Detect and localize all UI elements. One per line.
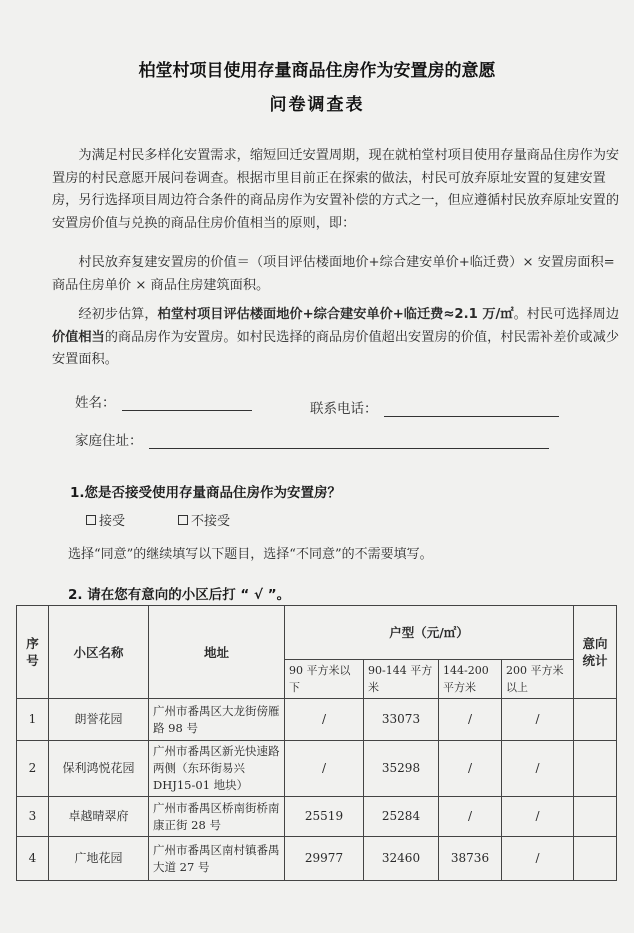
row-price-under-90: / xyxy=(285,741,364,797)
row-name: 朗誉花园 xyxy=(49,699,149,741)
table-row xyxy=(17,797,617,837)
address-input-line[interactable] xyxy=(149,434,549,449)
document-title: 柏堂村项目使用存量商品住房作为安置房的意愿 xyxy=(138,61,496,81)
row-price-144-200: / xyxy=(439,797,502,837)
accept-checkbox[interactable] xyxy=(86,515,96,525)
row-address: 广州市番禺区新光快速路两侧（东环街易兴 DHJ15-01 地块） xyxy=(149,741,285,797)
address-label: 家庭住址： xyxy=(75,433,143,449)
table-row xyxy=(17,837,617,881)
estimate-bold: 柏堂村项目评估楼面地价+综合建安单价+临迁费≈2.1 万/㎡ xyxy=(157,307,514,322)
row-price-90-144: 25284 xyxy=(364,797,439,837)
name-label: 姓名： xyxy=(75,395,116,411)
header-seq: 序号 xyxy=(17,606,49,699)
address-field[interactable] xyxy=(75,429,549,449)
table-row xyxy=(17,699,617,741)
accept-label: 接受 xyxy=(99,514,126,529)
row-price-90-144: 32460 xyxy=(364,837,439,881)
estimate-mid: 。村民可选择周边 xyxy=(513,307,620,322)
header-address: 地址 xyxy=(149,606,285,699)
row-price-144-200: / xyxy=(439,741,502,797)
row-seq: 3 xyxy=(17,797,49,837)
row-price-under-90: / xyxy=(285,699,364,741)
header-house-type: 户型（元/㎡） xyxy=(285,606,574,660)
row-price-under-90: 25519 xyxy=(285,797,364,837)
option-accept[interactable] xyxy=(86,510,125,529)
phone-field[interactable] xyxy=(310,397,559,417)
header-name: 小区名称 xyxy=(49,606,149,699)
intro-paragraph: 为满足村民多样化安置需求，缩短回迁安置周期，现在就柏堂村项目使用存量商品住房作为安置房的村民意愿开展问卷调查。根据市里目前正在探索的做法，村民可放弃原址安置的复建安置房，另行选择项目周边符合条件的商品房作为安置补偿的方式之一，但应遵循村民放弃原址安置的安置房价值与兑换的商品住房价值相当的原则，即： xyxy=(52,148,620,231)
subheader-90-144: 90-144 平方米 xyxy=(364,660,439,699)
row-intent-cell[interactable] xyxy=(574,797,617,837)
question-2: 2. 请在您有意向的小区后打 “ √ ”。 xyxy=(68,587,291,603)
row-price-over-200: / xyxy=(502,741,574,797)
subheader-over-200: 200 平方米以上 xyxy=(502,660,574,699)
name-input-line[interactable] xyxy=(122,396,252,411)
subheader-under-90: 90 平方米以下 xyxy=(285,660,364,699)
question-1: 1.您是否接受使用存量商品住房作为安置房？ xyxy=(70,485,342,501)
formula-paragraph: 村民放弃复建安置房的价值＝（项目评估楼面地价+综合建安单价+临迁费）× 安置房面积=商品住房单价 × 商品住房建筑面积。 xyxy=(52,255,615,293)
row-intent-cell[interactable] xyxy=(574,837,617,881)
estimate-suffix: 的商品房作为安置房。如村民选择的商品房价值超出安置房的价值，村民需补差价或减少安置面积。 xyxy=(52,329,620,367)
row-price-90-144: 33073 xyxy=(364,699,439,741)
row-price-under-90: 29977 xyxy=(285,837,364,881)
reject-checkbox[interactable] xyxy=(178,515,188,525)
subheader-144-200: 144-200 平方米 xyxy=(439,660,502,699)
row-seq: 1 xyxy=(17,699,49,741)
row-price-144-200: / xyxy=(439,699,502,741)
row-price-over-200: / xyxy=(502,699,574,741)
header-intent: 意向统计 xyxy=(574,606,617,699)
community-table xyxy=(16,605,617,881)
estimate-paragraph xyxy=(52,304,627,372)
row-seq: 4 xyxy=(17,837,49,881)
row-address: 广州市番禺区南村镇番禺大道 27 号 xyxy=(149,837,285,881)
row-name: 广地花园 xyxy=(49,837,149,881)
row-address: 广州市番禺区桥南街桥南康正街 28 号 xyxy=(149,797,285,837)
estimate-prefix: 经初步估算， xyxy=(78,307,158,322)
row-intent-cell[interactable] xyxy=(574,741,617,797)
row-name: 保利鸿悦花园 xyxy=(49,741,149,797)
row-name: 卓越晴翠府 xyxy=(49,797,149,837)
phone-label: 联系电话： xyxy=(310,401,378,417)
row-price-over-200: / xyxy=(502,797,574,837)
document-subtitle: 问卷调查表 xyxy=(269,95,365,115)
row-price-90-144: 35298 xyxy=(364,741,439,797)
row-price-144-200: 38736 xyxy=(439,837,502,881)
table-row xyxy=(17,741,617,797)
row-seq: 2 xyxy=(17,741,49,797)
question-1-note: 选择“同意”的继续填写以下题目，选择“不同意”的不需要填写。 xyxy=(68,547,433,562)
row-price-over-200: / xyxy=(502,837,574,881)
name-field[interactable] xyxy=(75,391,252,411)
row-intent-cell[interactable] xyxy=(574,699,617,741)
row-address: 广州市番禺区大龙街傍雁路 98 号 xyxy=(149,699,285,741)
reject-label: 不接受 xyxy=(191,514,231,529)
option-reject[interactable] xyxy=(178,510,230,529)
phone-input-line[interactable] xyxy=(384,402,559,417)
estimate-bold-value: 价值相当 xyxy=(52,329,105,345)
